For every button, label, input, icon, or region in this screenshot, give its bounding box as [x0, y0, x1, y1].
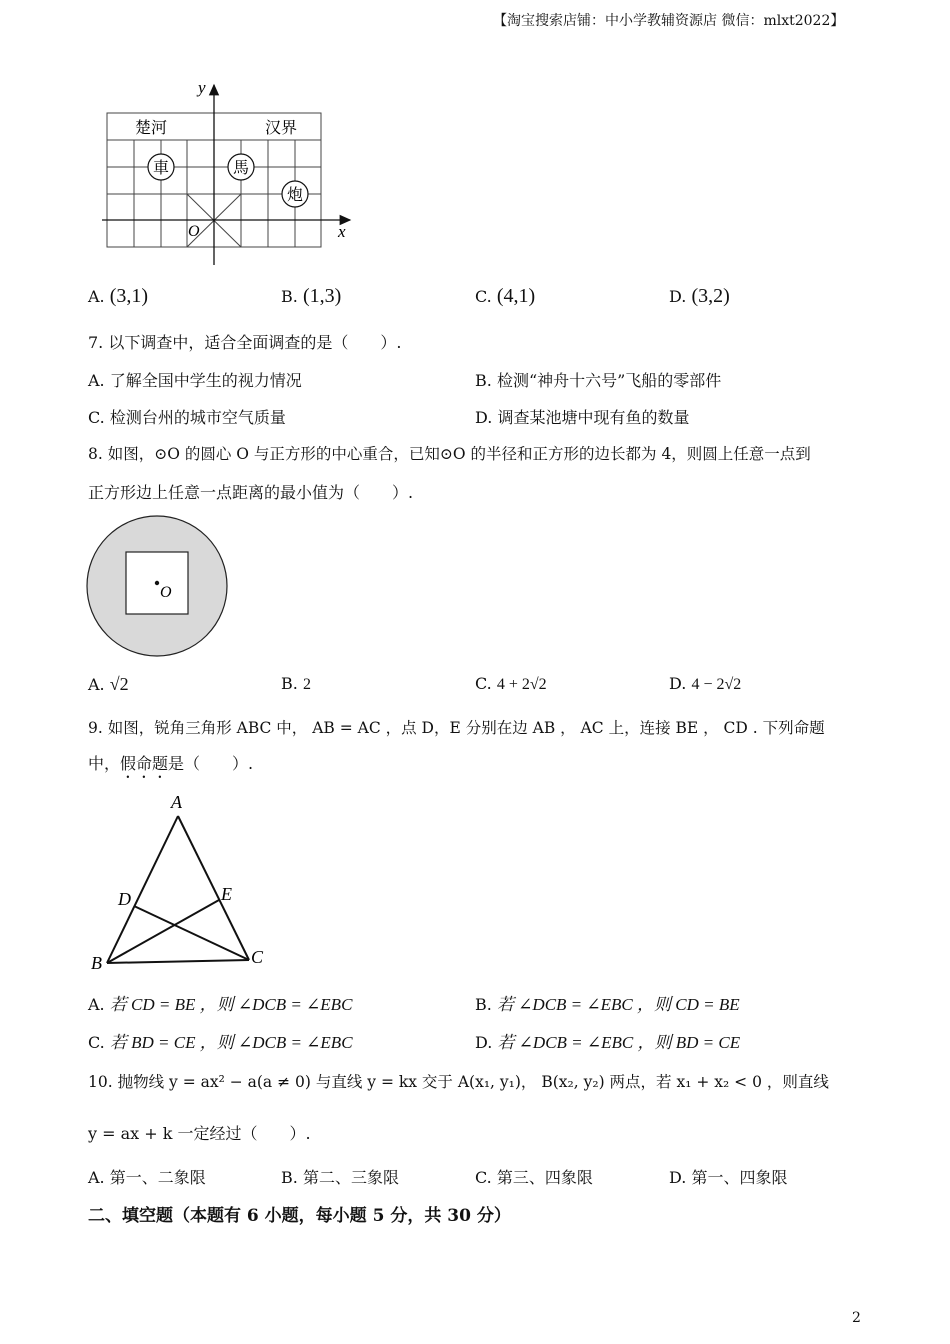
- q8-stem-line2: 正方形边上任意一点距离的最小值为（ ）.: [88, 483, 414, 502]
- vertex-a: A: [171, 792, 182, 812]
- svg-text:馬: 馬: [232, 160, 250, 177]
- q6-option-d[interactable]: D. (3,2): [669, 285, 730, 307]
- q7-stem: 7. 以下调查中，适合全面调查的是（ ）.: [88, 333, 402, 352]
- triangle-figure: [85, 788, 275, 973]
- q9-option-a[interactable]: A. 若 CD = BE ，则 ∠DCB = ∠EBC: [88, 995, 353, 1014]
- origin-label: O: [188, 223, 200, 240]
- q10-option-d[interactable]: D. 第一、四象限: [669, 1168, 788, 1187]
- q7-option-c[interactable]: C. 检测台州的城市空气质量: [88, 408, 286, 427]
- chessboard-figure: [80, 75, 370, 275]
- q8-option-d[interactable]: D. 4 − 2√2: [669, 674, 742, 693]
- q9-option-d[interactable]: D. 若 ∠DCB = ∠EBC ，则 BD = CE: [475, 1033, 741, 1052]
- point-d: D: [118, 889, 131, 909]
- q6-option-c[interactable]: C. (4,1): [475, 285, 536, 307]
- q8-stem-line1: 8. 如图，⊙O 的圆心 O 与正方形的中心重合，已知⊙O 的半径和正方形的边长都为 4，则圆上任意一点到: [88, 445, 811, 463]
- header-banner: 【淘宝搜索店铺：中小学教辅资源店 微信：mlxt2022】: [493, 13, 845, 29]
- svg-text:炮: 炮: [286, 187, 304, 204]
- q7-option-a[interactable]: A. 了解全国中学生的视力情况: [88, 371, 302, 390]
- q10-stem-line1: 10. 抛物线 y = ax² − a(a ≠ 0) 与直线 y = kx 交于 A(x₁, y₁)， B(x₂, y₂) 两点，若 x₁ + x₂ < 0 ，则直线: [88, 1073, 829, 1091]
- circle-square-figure: [84, 513, 232, 661]
- chariot-piece: [148, 154, 174, 180]
- q9-option-c[interactable]: C. 若 BD = CE ，则 ∠DCB = ∠EBC: [88, 1033, 353, 1052]
- q8-option-c[interactable]: C. 4 + 2√2: [475, 674, 547, 693]
- q10-stem-line2: y = ax + k 一定经过（ ）.: [88, 1124, 311, 1143]
- q10-option-c[interactable]: C. 第三、四象限: [475, 1168, 593, 1187]
- q6-option-a[interactable]: A. (3,1): [88, 285, 149, 307]
- x-axis-label: x: [338, 222, 346, 241]
- vertex-c: C: [251, 947, 264, 967]
- q6-option-b[interactable]: B. (1,3): [281, 285, 342, 307]
- q8-option-a[interactable]: A. √2: [88, 674, 129, 694]
- q10-option-b[interactable]: B. 第二、三象限: [281, 1168, 399, 1187]
- section-2-heading: 二、填空题（本题有 6 小题，每小题 5 分，共 30 分）: [88, 1206, 511, 1226]
- q7-option-b[interactable]: B. 检测“神舟十六号”飞船的零部件: [475, 371, 722, 390]
- river-left-label: 楚河: [135, 120, 168, 137]
- q10-option-a[interactable]: A. 第一、二象限: [88, 1168, 206, 1187]
- y-axis-label: y: [198, 78, 206, 97]
- point-e: E: [221, 884, 232, 904]
- q9-option-b[interactable]: B. 若 ∠DCB = ∠EBC ，则 CD = BE: [475, 995, 740, 1014]
- q9-stem-line2: 中，假命题是（ ）.: [88, 754, 254, 773]
- cannon-piece: [282, 181, 308, 207]
- horse-piece: [228, 154, 254, 180]
- q9-stem-line1: 9. 如图，锐角三角形 ABC 中， AB = AC ，点 D，E 分别在边 AB ， AC 上，连接 BE ， CD . 下列命题: [88, 719, 825, 737]
- svg-text:車: 車: [152, 160, 170, 177]
- q7-option-d[interactable]: D. 调查某池塘中现有鱼的数量: [475, 408, 690, 427]
- q8-option-b[interactable]: B. 2: [281, 674, 311, 693]
- river-right-label: 汉界: [265, 120, 298, 137]
- page-number: 2: [852, 1310, 861, 1326]
- center-label: O: [160, 584, 172, 601]
- vertex-b: B: [91, 953, 102, 973]
- false-proposition-emphasis: 假命题: [120, 754, 169, 773]
